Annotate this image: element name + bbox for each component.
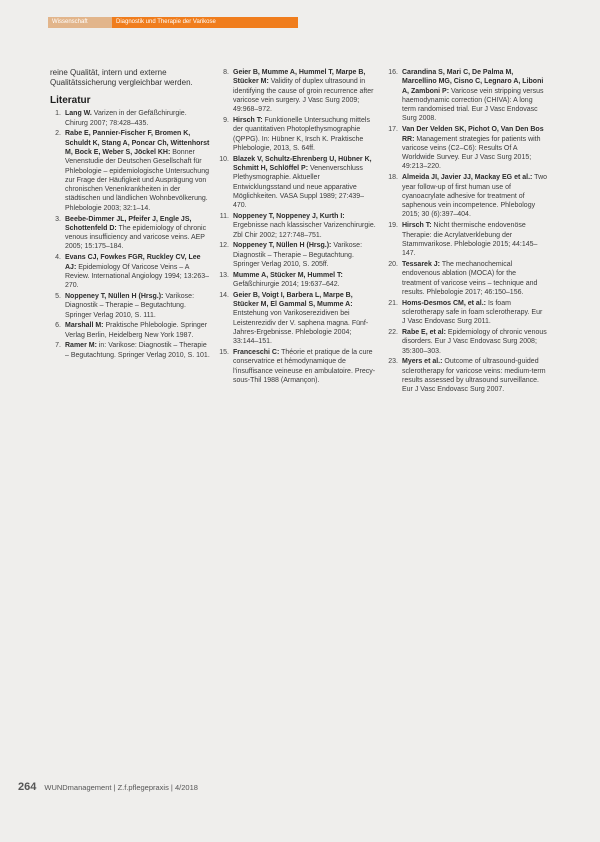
reference-text (402, 357, 547, 394)
reference-number: 5. (55, 292, 61, 300)
reference-text (65, 215, 210, 252)
reference-number: 21. (388, 299, 398, 307)
reference-body: Varikose: Diagnostik – Therapie – Begutachtung. Springer Verlag 2010, S. 111. (65, 292, 195, 319)
reference-text (233, 241, 376, 269)
reference-body: Funktionelle Untersuchung mittels der quantitativen Photoplethysmographie (QPPG). In: Hübner K, Irsch K. Praktische Phlebologie, 2013, S. 64ff. (233, 116, 370, 152)
reference-authors: Ramer M: (65, 342, 97, 350)
reference-authors: Myers et al.: (402, 358, 443, 366)
reference-body: Entstehung von Varikoserezidiven bei Leistenrezidiv der V. saphena magna. Fünf-Jahres-Ergebnisse. Phlebologie 2004; 33:144–151. (233, 310, 369, 346)
reference-authors: Hirsch T: (233, 116, 263, 124)
running-header (48, 17, 298, 28)
reference-text (65, 321, 210, 340)
reference-item (50, 321, 210, 340)
reference-authors: Almeida JI, Javier JJ, Mackay EG et al.: (402, 174, 533, 182)
reference-body: Théorie et pratique de la cure conservatrice et hémodynamique de l'insuffisance veineuse en ambulatoire. Precy-sous-Thil 1988 (Armançon). (233, 349, 376, 384)
reference-number: 3. (55, 215, 61, 223)
reference-body: Validity of duplex ultrasound in identifying the cause of groin recurrence after varicose vein surgery. J Vasc Surg 2009; 49:968–972. (233, 78, 374, 114)
page-number: 264 (18, 781, 37, 793)
reference-authors: Noppeney T, Noppeney J, Kurth I: (233, 212, 345, 220)
reference-number: 22. (388, 329, 398, 337)
reference-item (387, 299, 547, 327)
reference-authors: Lang W. (65, 110, 92, 118)
reference-text (402, 221, 547, 258)
reference-text (402, 125, 547, 171)
reference-body: The epidemiology of chronic venous insufficiency and varicose veins. AEP 2005; 15:175–184. (65, 224, 207, 251)
reference-text (233, 116, 376, 153)
reference-number: 2. (55, 130, 61, 138)
reference-text (402, 260, 547, 297)
reference-item (50, 341, 210, 360)
reference-list-col3 (387, 68, 547, 395)
reference-item (218, 271, 376, 290)
reference-body: in: Varikose: Diagnostik – Therapie – Begutachtung. Springer Verlag 2010, S. 101. (65, 342, 210, 359)
reference-authors: Franceschi C: (233, 349, 280, 357)
reference-text (402, 299, 547, 327)
reference-text (233, 291, 376, 347)
reference-number: 8. (223, 69, 229, 76)
reference-number: 6. (55, 322, 61, 330)
reference-body: Epidemiology Of Varicose Veins – A Review. International Angiology 1994; 13:263–270. (65, 263, 209, 290)
reference-item (218, 212, 376, 240)
reference-item (50, 129, 210, 213)
reference-item (218, 68, 376, 114)
reference-number: 20. (388, 260, 398, 268)
reference-item (387, 328, 547, 356)
reference-number: 10. (219, 155, 229, 163)
reference-item (387, 173, 547, 219)
reference-authors: Rabe E, Pannier-Fischer F, Bromen K, Schuldt K, Stang A, Poncar Ch, Wittenhorst M, Bock E, Weber S, Jöckel KH: (65, 130, 210, 156)
journal-name: WUNDmanagement | Z.f.pflegepraxis | 4/2018 (44, 782, 198, 792)
reference-body: Varizen in der Gefäßchirurgie. Chirurg 2007; 78:428–435. (65, 110, 187, 127)
reference-authors: Rabe E, et al: (402, 329, 446, 337)
reference-body: Ergebnisse nach klassischer Varizenchirurgie. Zbl Chir 2002; 127:748–751. (233, 222, 376, 239)
reference-body: Management strategies for patients with varicose veins (C2–C6): Results Of A Worldwide Survey. Eur J Vasc Surg 2015; 49:213–220. (402, 135, 541, 171)
reference-body: Praktische Phlebologie. Springer Verlag Berlin, Heidelberg New York 1987. (65, 322, 208, 339)
reference-text (233, 212, 376, 240)
reference-number: 12. (219, 242, 229, 250)
reference-authors: Noppeney T, Nüllen H (Hrsg.): (233, 242, 332, 250)
reference-authors: Hirsch T: (402, 222, 432, 230)
reference-body: Varicose vein stripping versus haemodynamic correction (CHIVA): A long term randomised trial. Eur J Vasc Endovasc Surg 2008. (402, 87, 544, 123)
reference-text (65, 253, 210, 290)
reference-number: 4. (55, 254, 61, 262)
reference-body: Epidemiology of chronic venous disorders. Eur J Vasc Endovasc Surg 2008; 35:300–303. (402, 329, 547, 355)
reference-authors: Carandina S, Mari C, De Palma M, Marcellino MG, Cisno C, Legnaro A, Liboni A, Zamboni P: (402, 69, 544, 95)
reference-body: Is foam sclerotherapy safe in foam sclerotherapy. Eur J Vasc Endovasc Surg 2011. (402, 299, 543, 326)
reference-number: 19. (388, 222, 398, 230)
reference-item (387, 357, 547, 394)
reference-body: Bonner Venenstudie der Deutschen Gesellschaft für Phlebologie – epidemiologische Untersuchung zur Frage der Häufigkeit und Ausprägung von chronischen Venenkrankheiten in der städtischen und ländlichen Wohnbevölkerung. Phlebologie 2003; 32:1–14. (65, 148, 209, 212)
reference-body: Nicht thermische endovenöse Therapie: die Acrylatverklebung der Stammvarikose. Phlebologie 2015; 44:145–147. (402, 222, 538, 258)
reference-item (50, 253, 210, 290)
column-2 (218, 68, 376, 387)
section-title: Literatur (50, 95, 91, 106)
reference-item (387, 221, 547, 258)
reference-body: Outcome of ultrasound-guided sclerotherapy for varicose veins: medium-term results assessed by ultrasound surveillance. Eur J Vasc Endovasc Surg 2007. (402, 358, 546, 394)
reference-authors: Geier B, Mumme A, Hummel T, Marpe B, Stücker M: (233, 69, 366, 86)
reference-item (218, 291, 376, 347)
reference-body: The mechanochemical endovenous ablation (MOCA) for the treatment of varicose veins – technique and results. Phlebologie 2017; 46:150–156. (402, 260, 538, 296)
reference-body: Venenverschluss Plethysmographie. Aktueller Entwicklungsstand und neue apparative Möglichkeiten. VASA Suppl 1989; 27:439–470. (233, 164, 365, 210)
reference-text (65, 292, 210, 320)
reference-text (402, 328, 547, 356)
reference-text (402, 173, 547, 219)
reference-text (233, 348, 376, 385)
header-topic-label: Diagnostik und Therapie der Varikose (112, 17, 298, 28)
reference-number: 14. (219, 291, 229, 299)
reference-text (233, 155, 376, 211)
reference-number: 9. (223, 116, 229, 124)
reference-number: 1. (55, 110, 61, 118)
reference-number: 17. (388, 126, 398, 134)
reference-text (65, 129, 210, 213)
reference-number: 18. (388, 174, 398, 182)
intro-paragraph: reine Qualität, intern und externe Qualitätssicherung vergleichbar werden. (50, 68, 193, 87)
reference-text (233, 271, 376, 290)
reference-authors: Tessarek J: (402, 260, 441, 268)
reference-authors: Beebe-Dimmer JL, Pfeifer J, Engle JS, Schottenfeld D: (65, 215, 192, 232)
reference-number: 13. (219, 271, 229, 279)
header-section-label: Wissenschaft (48, 17, 112, 28)
reference-body: Varikose: Diagnostik – Therapie – Begutachtung. Springer Verlag 2010, S. 205ff. (233, 242, 363, 268)
reference-authors: Geier B, Voigt I, Barbera L, Marpe B, Stücker M, El Gammal S, Mumme A: (233, 291, 353, 309)
reference-number: 7. (55, 342, 61, 350)
reference-item (218, 116, 376, 153)
reference-authors: Marshall M: (65, 322, 104, 330)
reference-number: 11. (219, 212, 229, 220)
reference-list-col2 (218, 68, 376, 385)
reference-text (65, 109, 210, 128)
reference-authors: Van Der Velden SK, Pichot O, Van Den Bos RR: (402, 126, 544, 143)
reference-authors: Blazek V, Schultz-Ehrenberg U, Hübner K, Schmitt H, Schlöffel P: (233, 155, 372, 172)
reference-item (387, 68, 547, 124)
reference-authors: Noppeney T, Nüllen H (Hrsg.): (65, 292, 164, 300)
reference-item (387, 125, 547, 171)
reference-item (387, 260, 547, 297)
reference-item (50, 215, 210, 252)
reference-number: 23. (388, 358, 398, 366)
reference-text (233, 68, 376, 114)
reference-text (65, 341, 210, 360)
page-footer (18, 780, 578, 794)
reference-item (218, 155, 376, 211)
column-3 (387, 68, 547, 396)
reference-text (402, 68, 547, 124)
reference-authors: Evans CJ, Fowkes FGR, Ruckley CV, Lee AJ: (65, 254, 201, 271)
reference-authors: Mumme A, Stücker M, Hummel T: (233, 271, 343, 279)
reference-item (218, 241, 376, 269)
reference-number: 16. (388, 69, 398, 76)
reference-item (50, 109, 210, 128)
reference-body: Two year follow-up of first human use of cyanoacrylate adhesive for treatment of saphenous vein incompetence. Phlebology 2015; 30 (6):397–404. (402, 174, 548, 219)
reference-list-col1 (50, 109, 210, 360)
reference-item (50, 292, 210, 320)
reference-body: Gefäßchirurgie 2014; 19:637–642. (233, 281, 340, 289)
reference-number: 15. (219, 349, 229, 357)
reference-authors: Homs-Desmos CM, et al.: (402, 299, 487, 307)
column-1 (50, 68, 210, 362)
reference-item (218, 348, 376, 385)
